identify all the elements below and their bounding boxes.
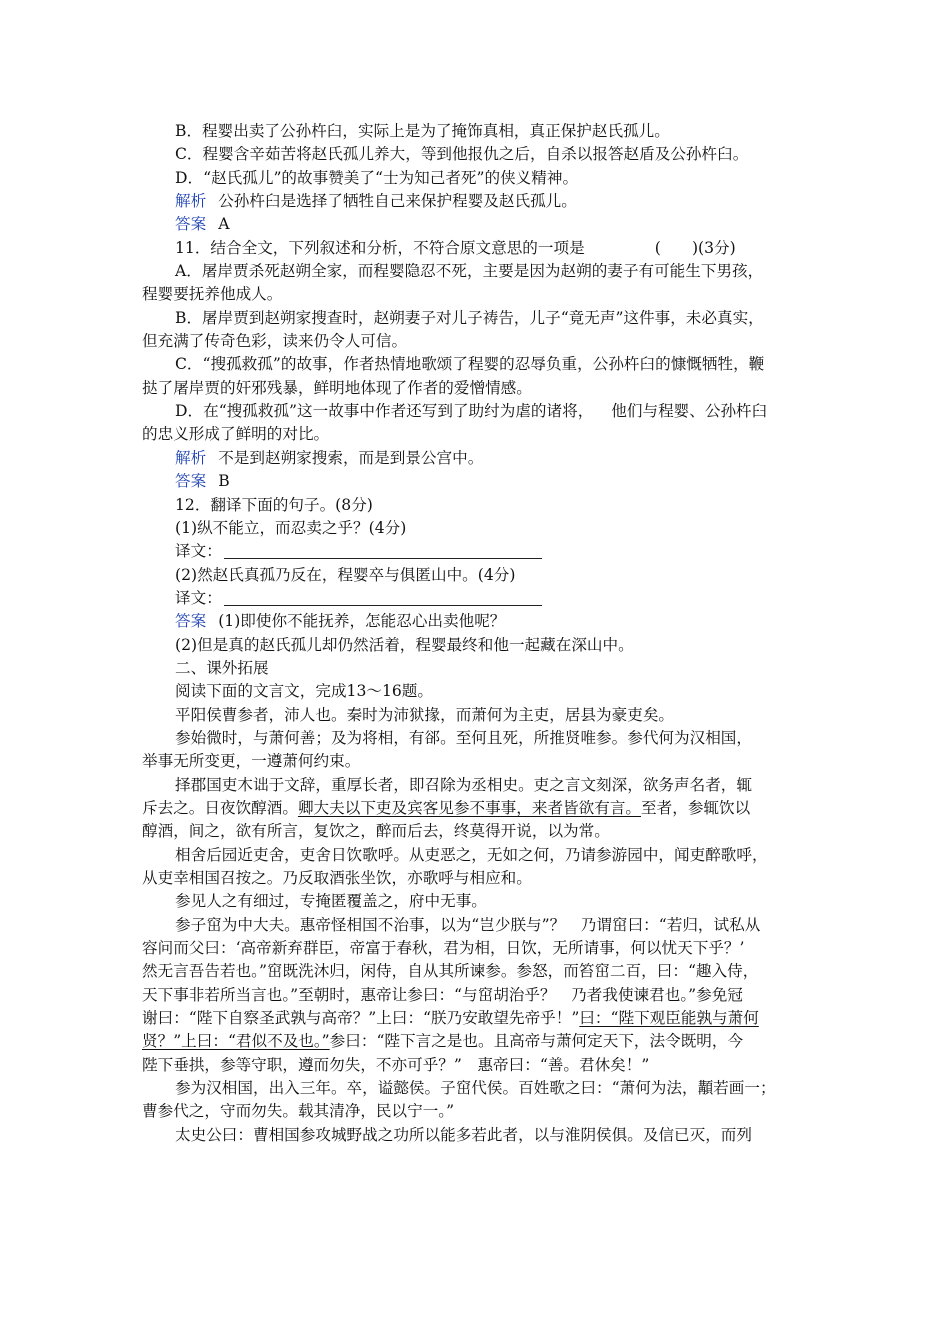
line-text: D．在“搜孤救孤”这一故事中作者还写到了助纣为虐的诸将，: [175, 402, 594, 421]
line-text: 译文：: [175, 588, 222, 607]
line-text: 斥去之。日夜饮醇酒。: [142, 798, 298, 817]
line-text: 参见人之有细过，专掩匿覆盖之，府中无事。: [175, 892, 487, 911]
line-text: 阅读下面的文言文，完成13～16题。: [175, 682, 433, 701]
text-line: [175, 774, 815, 797]
line-text: 参为汉相国，出入三年。卒，谥懿侯。子窋代侯。百姓歌之曰：“萧何为法，顜若画一；: [175, 1079, 776, 1098]
line-text: 参曰：“陛下言之是也。且高帝与萧何定天下，法令既明，今: [329, 1032, 744, 1051]
line-text: 12．翻译下面的句子。(8分): [175, 495, 373, 514]
text-line: [142, 1030, 815, 1053]
text-line: [175, 237, 815, 260]
line-text: (2)但是真的赵氏孤儿却仍然活着，程婴最终和他一起藏在深山中。: [175, 635, 634, 654]
line-text: 二、课外拓展: [175, 658, 269, 677]
line-text: 醇酒，间之，欲有所言，复饮之，醉而后去，终莫得开说，以为常。: [142, 822, 610, 841]
text-line: [142, 377, 815, 400]
text-line: [175, 657, 815, 680]
line-text: (2)然赵氏真孤乃反在，程婴卒与俱匿山中。(4分): [175, 565, 516, 584]
line-text: 然无言吾告若也。”窋既洗沐归，闲侍，自从其所谏参。参怒，而笞窋二百，曰：“趣入侍，: [142, 962, 759, 981]
text-line: [142, 960, 815, 983]
text-line: [175, 564, 815, 587]
text-line: [175, 120, 815, 143]
text-line: [175, 307, 815, 330]
line-text: 曹参代之，守而勿失。载其清净，民以宁一。”: [142, 1102, 455, 1121]
line-text: 天下事非若所当言也。”至朝时，惠帝让参曰：“与窋胡治乎？ 乃者我使谏君也。”参免冠: [142, 985, 743, 1004]
text-line: [175, 610, 815, 633]
text-line: [142, 1054, 815, 1077]
line-text: 挞了屠岸贾的奸邪残暴，鲜明地体现了作者的爱憎情感。: [142, 378, 532, 397]
line-text: 择郡国吏木诎于文辞，重厚长者，即召除为丞相史。吏之言文刻深，欲务声名者，辄: [175, 775, 752, 794]
text-line: [142, 423, 815, 446]
document-body: [142, 120, 815, 1147]
line-text: 参始微时，与萧何善；及为将相，有郤。至何且死，所推贤唯参。参代何为汉相国，: [175, 728, 752, 747]
text-line: [175, 540, 815, 563]
text-line: [175, 260, 815, 283]
line-text: 不是到赵朔家搜索，而是到景公宫中。: [218, 448, 484, 467]
text-line: [175, 844, 815, 867]
section-label: 解析: [175, 448, 207, 467]
text-line: [175, 190, 815, 213]
line-text: (1)纵不能立，而忍卖之乎？(4分): [175, 518, 407, 537]
answer-blank-line: [224, 543, 542, 559]
text-line: [175, 213, 815, 236]
text-line: [175, 680, 815, 703]
text-line: [142, 797, 815, 820]
text-line: [175, 353, 815, 376]
text-line: [142, 820, 815, 843]
answer-blank-line: [224, 590, 542, 606]
text-line: [142, 984, 815, 1007]
line-text: B．程婴出卖了公孙杵臼，实际上是为了掩饰真相，真正保护赵氏孤儿。: [175, 122, 670, 140]
text-line: [142, 867, 815, 890]
line-text: (1)即使你不能抚养，怎能忍心出卖他呢？: [218, 612, 506, 631]
line-text: A: [218, 215, 230, 234]
text-line: [175, 634, 815, 657]
section-label: 答案: [175, 472, 207, 491]
text-line: [175, 890, 815, 913]
line-text: 从吏幸相国召按之。乃反取酒张坐饮，亦歌呼与相应和。: [142, 869, 532, 887]
text-line: [175, 167, 815, 190]
text-line: [175, 914, 815, 937]
line-text: 程婴要抚养他成人。: [142, 285, 283, 304]
line-text: D．“赵氏孤儿”的故事赞美了“士为知己者死”的侠义精神。: [175, 168, 579, 187]
section-label: 解析: [175, 192, 207, 211]
line-text: 太史公曰：曹相国参攻城野战之功所以能多若此者，以与淮阴侯俱。及信已灭，而列: [175, 1125, 752, 1144]
text-line: [175, 143, 815, 166]
section-label: 答案: [175, 215, 207, 234]
text-line: [175, 470, 815, 493]
line-text: B: [218, 472, 230, 491]
line-text: 公孙杵臼是选择了牺牲自己来保护程婴及赵氏孤儿。: [218, 192, 577, 211]
line-text: 相舍后园近吏舍，吏舍日饮歌呼。从吏恶之，无如之何，乃请参游园中，闻吏醉歌呼，: [175, 845, 768, 864]
line-text: 至者，参辄饮以: [641, 798, 751, 817]
line-text: 但充满了传奇色彩，读来仍令人可信。: [142, 332, 408, 351]
text-line: [175, 447, 815, 470]
text-line: [175, 727, 815, 750]
line-text: 平阳侯曹参者，沛人也。秦时为沛狱掾，而萧何为主吏，居县为豪吏矣。: [175, 705, 675, 724]
line-text: B．屠岸贾到赵朔家搜查时，赵朔妻子对儿子祷告，儿子“竟无声”这件事，未必真实，: [175, 308, 764, 327]
section-label: 答案: [175, 612, 207, 631]
line-text: A．屠岸贾杀死赵朔全家，而程婴隐忍不死，主要是因为赵朔的妻子有可能生下男孩，: [175, 262, 764, 281]
line-text: 的忠义形成了鲜明的对比。: [142, 425, 330, 444]
text-line: [142, 283, 815, 306]
line-text: 参子窋为中大夫。惠帝怪相国不治事，以为“岂少朕与”？ 乃谓窋曰：“若归，试私从: [175, 915, 761, 934]
line-text: 他们与程婴、公孙杵臼: [611, 402, 768, 421]
line-text: 译文：: [175, 542, 222, 561]
line-text: 容问而父曰：‘高帝新弃群臣，帝富于春秋，君为相，日饮，无所请事，何以忧天下乎？’: [142, 939, 745, 958]
text-line: [142, 937, 815, 960]
line-text: C．程婴含辛茹苦将赵氏孤儿养大，等到他报仇之后，自杀以报答赵盾及公孙杵臼。: [175, 145, 749, 164]
text-line: [142, 1100, 815, 1123]
text-line: [175, 1124, 815, 1147]
text-line: [175, 494, 815, 517]
text-line: [175, 1077, 815, 1100]
underlined-sentence: 卿大夫以下吏及宾客见参不事事，来者皆欲有言。: [297, 798, 642, 817]
text-line: [175, 704, 815, 727]
line-text: C．“搜孤救孤”的故事，作者热情地歌颂了程婴的忍辱负重，公孙杵臼的慷慨牺牲，鞭: [175, 355, 765, 374]
underlined-sentence: 贤？”上曰：“君似不及也。”: [142, 1032, 330, 1051]
answer-bracket: ( )(3分): [654, 238, 736, 257]
line-text: 举事无所变更，一遵萧何约束。: [142, 752, 361, 771]
text-line: [142, 750, 815, 773]
text-line: [142, 1007, 815, 1030]
underlined-sentence: 曰：“陛下观臣能孰与萧何: [579, 1009, 759, 1028]
text-line: [175, 517, 815, 540]
text-line: [175, 587, 815, 610]
text-line: [142, 330, 815, 353]
line-text: 11．结合全文，下列叙述和分析，不符合原文意思的一项是: [175, 238, 585, 257]
text-line: [175, 400, 815, 423]
line-text: 谢曰：“陛下自察圣武孰与高帝？”上曰：“朕乃安敢望先帝乎！”: [142, 1009, 580, 1028]
line-text: 陛下垂拱，参等守职，遵而勿失，不亦可乎？” 惠帝曰：“善。君休矣！”: [142, 1055, 650, 1074]
